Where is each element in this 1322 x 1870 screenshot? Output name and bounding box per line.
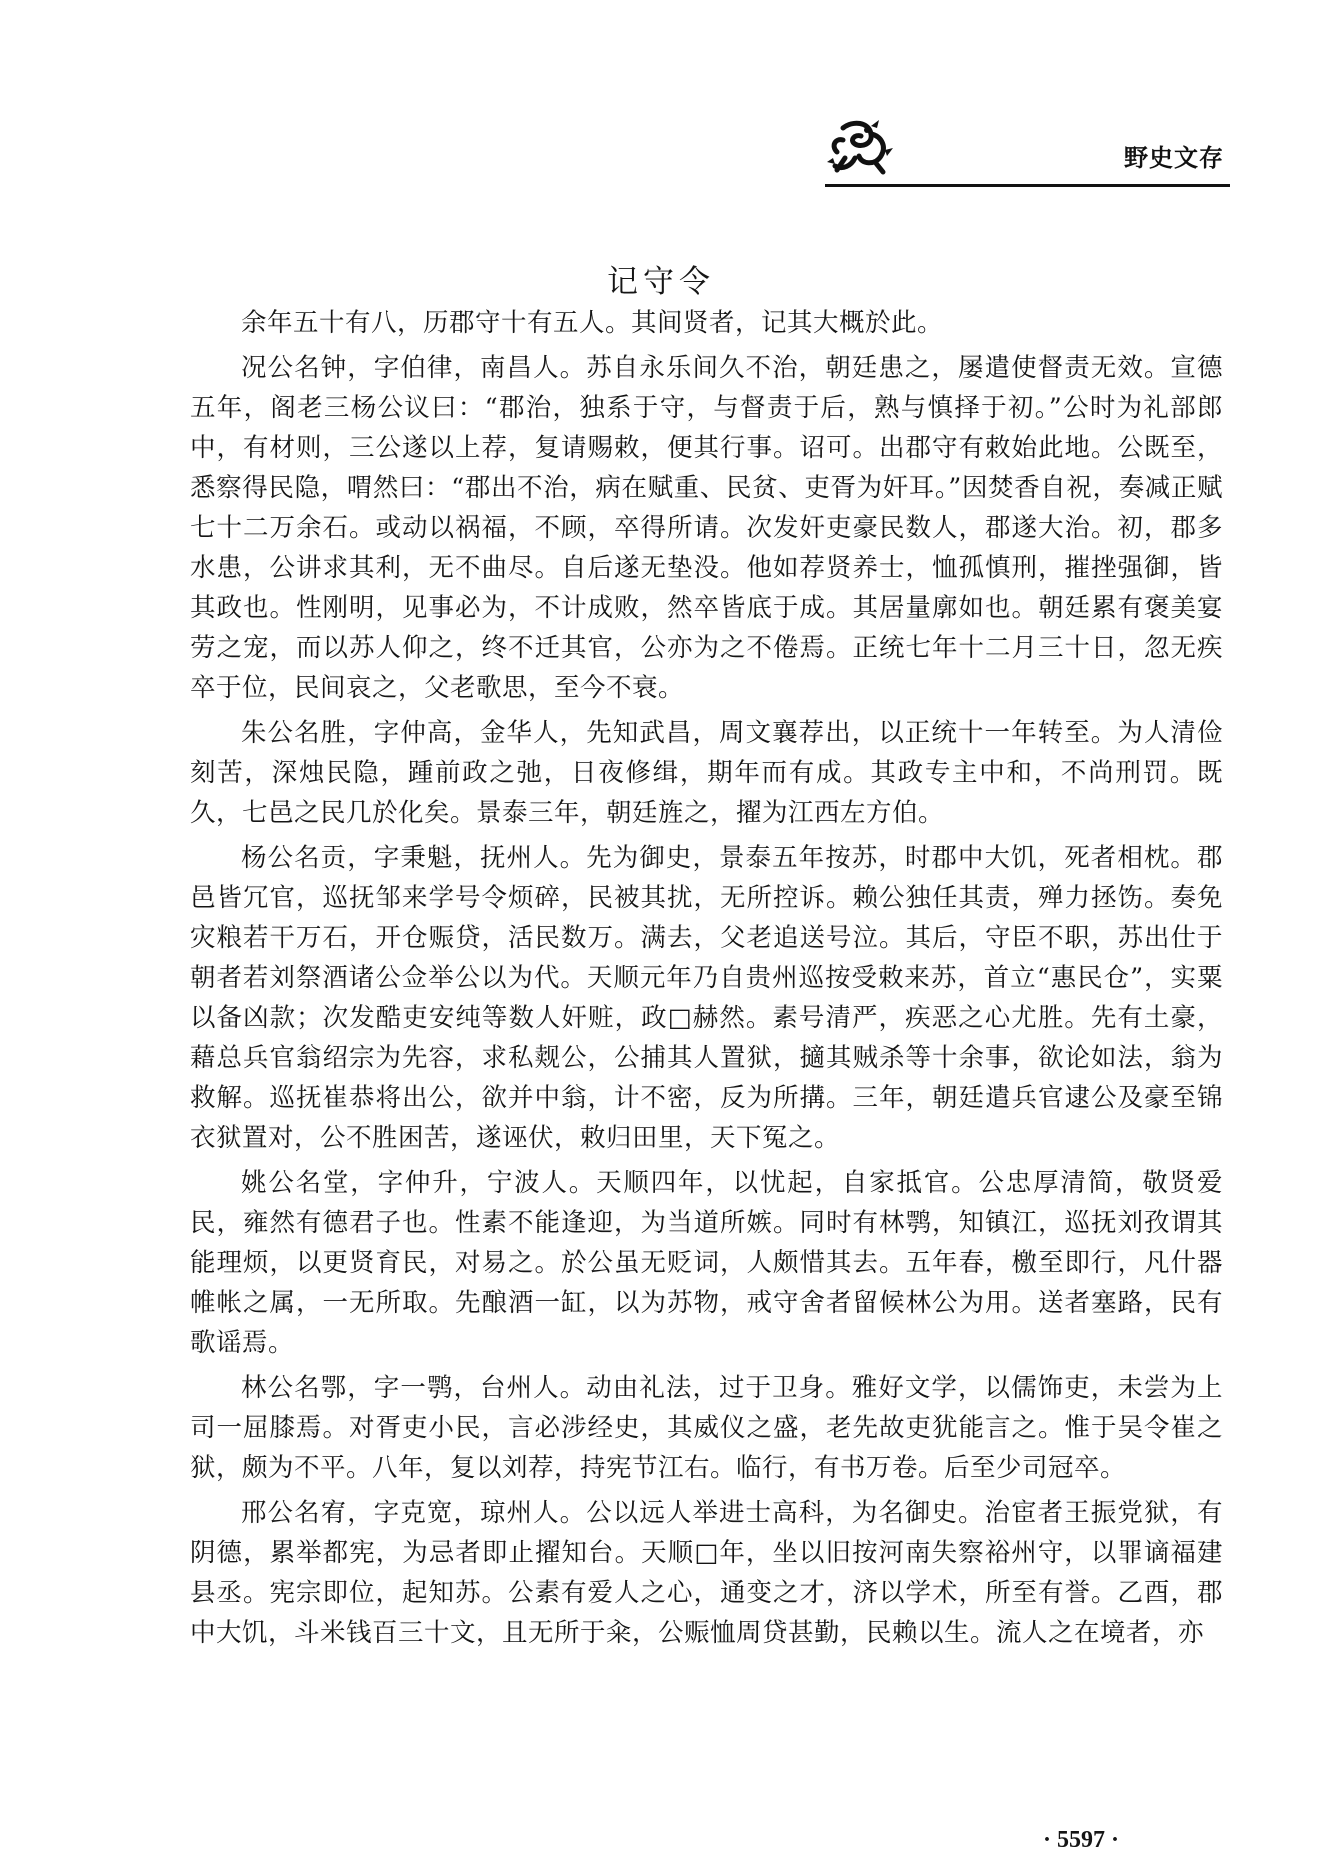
paragraph-yang: 杨公名贡，字秉魁，抚州人。先为御史，景泰五年按苏，时郡中大饥，死者相枕。郡邑皆冗官，巡抚邹来学号令烦碎，民被其扰，无所控诉。赖公独任其责，殚力拯饬。奏免灾粮若干万石，开仓赈贷，活民数万。满去，父老追送号泣。其后，守臣不职，苏出仕于朝者若刘祭酒诸公佥举公以为代。天顺元年乃自贵州巡按受敕来苏，首立“惠民仓”，实粟以备凶款；次发酷吏安纯等数人奸赃，政□赫然。素号清严，疾恶之心尤胜。先有土豪，藉总兵官翁绍宗为先容，求私觌公，公捕其人置狱，擿其贼杀等十余事，欲论如法，翁为救解。巡抚崔恭将出公，欲并中翁，计不密，反为所搆。三年，朝廷遣兵官逮公及豪至锦衣狱置对，公不胜困苦，遂诬伏，敕归田里，天下冤之。 — [190, 843, 1223, 1153]
paragraph-xing: 邢公名宥，字克宽，琼州人。公以远人举进士高科，为名御史。治宦者王振党狱，有阴德，累举都宪，为忌者即止擢知台。天顺□年，坐以旧按河南失察裕州守，以罪谪福建县丞。宪宗即位，起知苏。公素有爱人之心，通变之才，济以学术，所至有誉。乙酉，郡中大饥，斗米钱百三十文，且无所于籴，公赈恤周贷甚勤，民赖以生。流人之在境者，亦 — [190, 1498, 1223, 1648]
running-header — [825, 118, 1230, 187]
paragraph-zhu: 朱公名胜，字仲高，金华人，先知武昌，周文襄荐出，以正统十一年转至。为人清俭刻苦，深烛民隐，踵前政之弛，日夜修缉，期年而有成。其政专主中和，不尚刑罚。既久，七邑之民几於化矣。景泰三年，朝廷旌之，擢为江西左方伯。 — [190, 718, 1223, 828]
page-number: · 5597 · — [1043, 1827, 1120, 1853]
series-title: 野史文存 — [1124, 144, 1224, 172]
paragraph-intro: 余年五十有八，历郡守十有五人。其间贤者，记其大概於此。 — [241, 308, 944, 338]
article-body — [190, 303, 1223, 1658]
article-title: 记守令 — [607, 263, 715, 300]
paragraph-kuang: 况公名钟，字伯律，南昌人。苏自永乐间久不治，朝廷患之，屡遣使督责无效。宣德五年，阁老三杨公议曰：“郡治，独系于守，与督责于后，熟与慎择于初。”公时为礼部郎中，有材则，三公遂以上荐，复请赐敕，便其行事。诏可。出郡守有敕始此地。公既至，悉察得民隐，喟然曰：“郡出不治，病在赋重、民贫、吏胥为奸耳。”因焚香自祝，奏减正赋七十二万余石。或动以祸福，不顾，卒得所请。次发奸吏豪民数人，郡遂大治。初，郡多水患，公讲求其利，无不曲尽。自后遂无垫没。他如荐贤养士，恤孤慎刑，摧挫强御，皆其政也。性刚明，见事必为，不计成败，然卒皆底于成。其居量廓如也。朝廷累有褒美宴劳之宠，而以苏人仰之，终不迁其官，公亦为之不倦焉。正统七年十二月三十日，忽无疾卒于位，民间哀之，父老歌思，至今不衰。 — [190, 353, 1223, 703]
paragraph-yao: 姚公名堂，字仲升，宁波人。天顺四年，以忧起，自家抵官。公忠厚清简，敬贤爱民，雍然有德君子也。性素不能逢迎，为当道所嫉。同时有林鹗，知镇江，巡抚刘孜谓其能理烦，以更贤育民，对易之。於公虽无贬词，人颇惜其去。五年春，檄至即行，凡什器帷帐之属，一无所取。先酿酒一缸，以为苏物，戒守舍者留候林公为用。送者塞路，民有歌谣焉。 — [190, 1168, 1223, 1358]
dragon-icon — [825, 118, 895, 178]
paragraph-lin: 林公名鄂，字一鹗，台州人。动由礼法，过于卫身。雅好文学，以儒饰吏，未尝为上司一屈膝焉。对胥吏小民，言必涉经史，其威仪之盛，老先故吏犹能言之。惟于吴令崔之狱，颇为不平。八年，复以刘荐，持宪节江右。临行，有书万卷。后至少司冠卒。 — [190, 1373, 1223, 1483]
